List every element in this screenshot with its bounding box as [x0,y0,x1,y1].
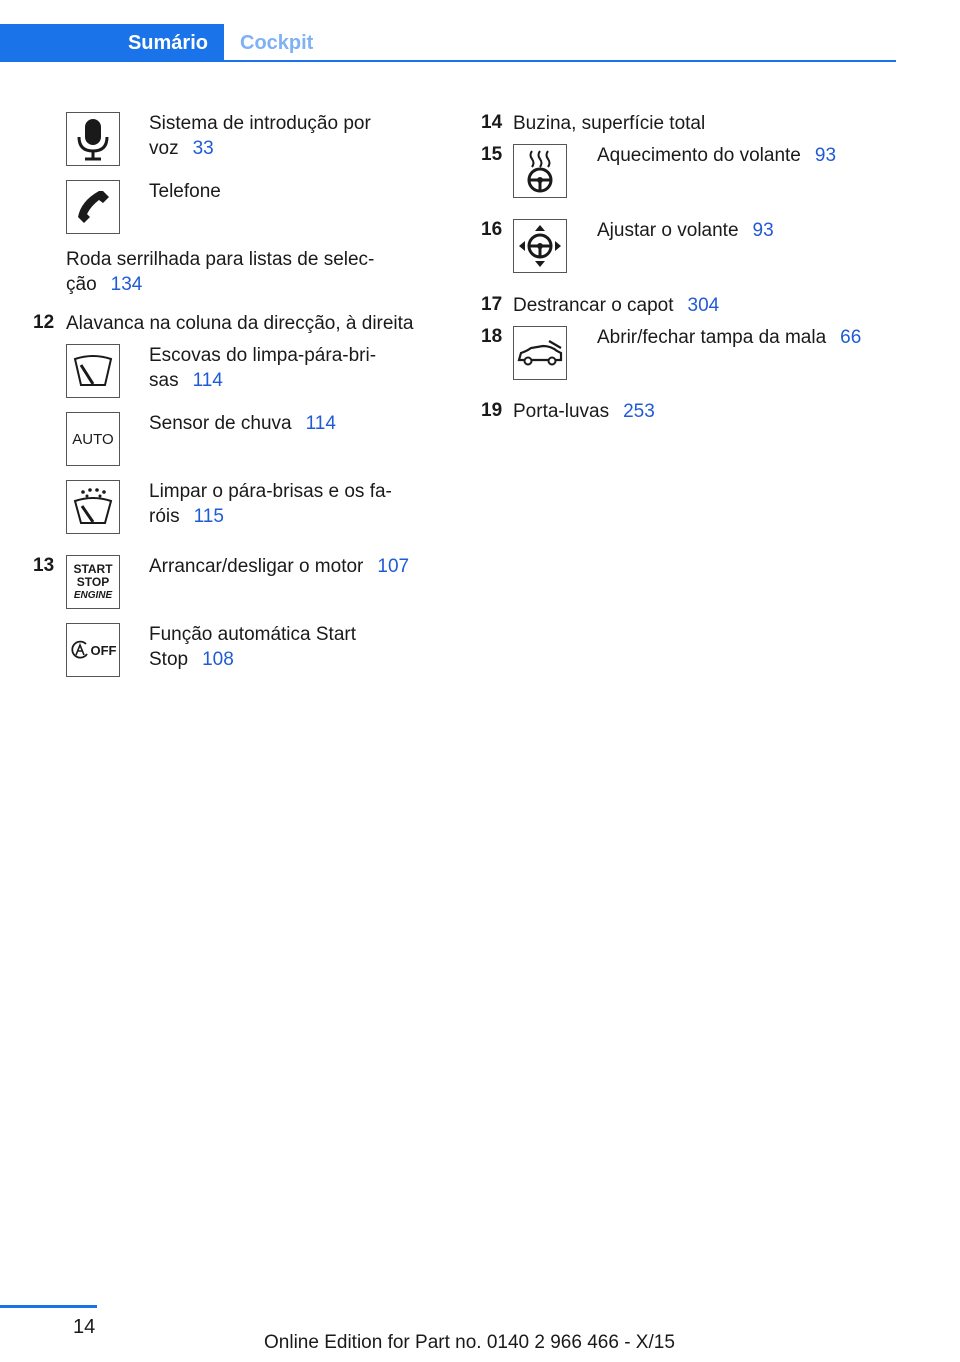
washer-text: Limpar o pára-brisas e os fa- [149,481,392,502]
thumbwheel-text: Roda serrilhada para listas de selec- [66,249,375,270]
auto-start-stop-off-icon [66,623,120,677]
footer-line [0,1305,97,1308]
wipers-text-2: sas [149,370,179,391]
windshield-wiper-icon [66,344,120,398]
thumbwheel-page-ref[interactable]: 134 [110,274,143,295]
rain-sensor-entry [149,411,336,436]
page-number: 14 [73,1316,96,1338]
trunk-entry [597,325,861,350]
car-trunk-icon [513,326,567,380]
steering-heating-text: Aquecimento do volante [597,145,801,166]
stop-label: STOP [76,574,110,589]
steering-heating-entry [597,143,836,168]
washer-text-2: róis [149,506,180,527]
auto-start-stop-entry [149,622,356,672]
rain-sensor-auto-icon [66,412,120,466]
steering-heating-page-ref[interactable]: 93 [814,145,837,166]
off-label: OFF [90,642,117,658]
steering-wheel-heating-icon [513,144,567,198]
glovebox-page-ref[interactable]: 253 [623,401,655,422]
start-stop-engine-icon [66,555,120,609]
thumbwheel-entry [66,247,374,297]
trunk-text: Abrir/fechar tampa da mala [597,327,827,348]
steering-adjust-entry [597,218,774,243]
header-tabbar [0,24,896,62]
steering-adjust-text: Ajustar o volante [597,220,739,241]
washer-spray-icon [66,480,120,534]
rain-sensor-page-ref[interactable]: 114 [305,413,336,434]
washer-page-ref[interactable]: 115 [193,506,224,527]
wipers-text: Escovas do limpa-pára-bri- [149,345,377,366]
washer-entry [149,479,392,529]
voice-input-text-2: voz [149,138,179,159]
steering-adjust-page-ref[interactable]: 93 [752,220,774,241]
auto-a-circle-icon [70,640,90,660]
phone-entry: Telefone [149,181,221,202]
auto-start-stop-page-ref[interactable]: 108 [202,649,234,670]
start-stop-text: Arrancar/desligar o motor [149,556,364,577]
item-number-15: 15 [481,144,503,165]
auto-start-stop-text-2: Stop [149,649,189,670]
item-number-13: 13 [33,555,55,576]
trunk-page-ref[interactable]: 66 [840,327,862,348]
item-number-17: 17 [481,294,503,315]
steering-wheel-adjust-icon [513,219,567,273]
voice-input-entry [149,111,371,161]
item-number-18: 18 [481,326,503,347]
item-number-14: 14 [481,112,503,133]
glovebox-text: Porta-luvas [513,401,610,422]
edition-text: Online Edition for Part no. 0140 2 966 466 - X/15 [264,1332,675,1353]
wipers-page-ref[interactable]: 114 [192,370,223,391]
item-number-19: 19 [481,400,503,421]
phone-handset-icon [66,180,120,234]
tab-cockpit[interactable]: Cockpit [240,31,314,54]
hood-release-text: Destrancar o capot [513,295,674,316]
item-14-text: Buzina, superfície total [513,113,706,134]
voice-input-text: Sistema de introdução por [149,113,371,134]
hood-release-page-ref[interactable]: 304 [687,295,720,316]
start-stop-entry [149,554,409,579]
thumbwheel-text-2: ção [66,274,97,295]
item-number-16: 16 [481,219,503,240]
start-stop-page-ref[interactable]: 107 [377,556,410,577]
glovebox-entry [513,399,655,424]
wipers-entry [149,343,376,393]
hood-release-entry [513,293,719,318]
rain-sensor-auto-label: AUTO [72,430,114,448]
microphone-icon [66,112,120,166]
voice-input-page-ref[interactable]: 33 [192,138,214,159]
item-12-text: Alavanca na coluna da direcção, à direita [66,313,414,334]
rain-sensor-text: Sensor de chuva [149,413,292,434]
start-label: START [73,561,113,576]
auto-start-stop-text: Função automática Start [149,624,356,645]
tab-sumario[interactable]: Sumário [0,24,224,62]
engine-label: ENGINE [73,589,113,601]
item-number-12: 12 [33,312,55,333]
